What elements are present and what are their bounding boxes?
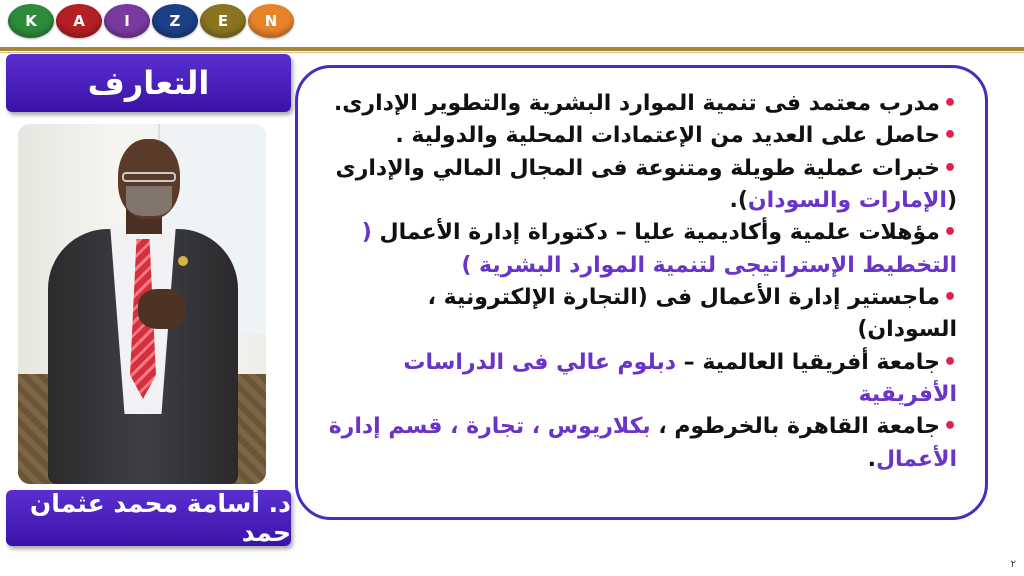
speaker-name: د. أسامة محمد عثمان حمد: [29, 489, 291, 547]
bullet-icon: •: [942, 414, 957, 440]
kaizen-logo: [8, 4, 294, 42]
bullet-icon: •: [942, 220, 957, 246]
speaker-name-box: [6, 490, 291, 546]
bullet-icon: •: [942, 91, 957, 116]
bio-item-text: جامعة أفريقيا العالمية –: [683, 349, 940, 375]
bullet-icon: •: [942, 349, 957, 375]
logo-letter-z: Z: [152, 4, 198, 38]
bio-panel: [295, 65, 988, 520]
photo-glasses: [122, 172, 176, 182]
photo-beard: [126, 186, 172, 216]
logo-letter-k: K: [8, 4, 54, 38]
bio-item-text: مدرب معتمد فى تنمية الموارد البشرية والتطوير الإدارى.: [333, 91, 940, 116]
bio-item-accent: ( التخطيط الإستراتيجى لتنمية الموارد البشرية ): [361, 220, 957, 278]
bio-item: [326, 153, 957, 218]
bio-item-text: خبرات عملية طويلة ومتنوعة فى المجال المالي والإدارى: [335, 155, 940, 181]
bio-item-suffix: .: [867, 446, 876, 472]
logo-letter-e: E: [200, 4, 246, 38]
bio-item: [326, 88, 957, 120]
header-divider-thin: [0, 52, 1024, 53]
page-number: ٢: [1010, 559, 1016, 570]
photo-hand: [138, 289, 186, 329]
bio-item-paren: (: [946, 187, 957, 213]
photo-lapel-pin: [178, 256, 188, 266]
bio-item: [326, 347, 957, 412]
bio-item-text: جامعة القاهرة بالخرطوم ،: [658, 414, 940, 440]
bullet-icon: •: [942, 284, 957, 310]
header-divider: [0, 47, 1024, 51]
bio-item-suffix: ).: [729, 187, 748, 213]
bio-item-accent: بكلاريوس ، تجارة ، قسم إدارة الأعمال: [328, 414, 957, 472]
bullet-icon: •: [942, 155, 957, 181]
bio-item-accent: الإمارات والسودان: [747, 187, 947, 213]
slide-title: التعارف: [87, 64, 210, 102]
bio-item: [326, 217, 957, 282]
bio-item: [326, 282, 957, 347]
logo-letter-i: I: [104, 4, 150, 38]
bio-list: [326, 88, 957, 476]
logo-letter-a: A: [56, 4, 102, 38]
bio-item: [326, 120, 957, 152]
bio-item: [326, 411, 957, 476]
bullet-icon: •: [942, 123, 957, 149]
bio-item-accent: دبلوم عالي فى الدراسات الأفريقية: [403, 349, 957, 407]
speaker-photo: [18, 124, 266, 484]
bio-item-text: حاصل على العديد من الإعتمادات المحلية والدولية .: [395, 123, 940, 149]
slide-title-box: [6, 54, 291, 112]
bio-item-text: مؤهلات علمية وأكاديمية عليا – دكتوراة إدارة الأعمال: [379, 220, 940, 246]
logo-letter-n: N: [248, 4, 294, 38]
bio-item-text: ماجستير إدارة الأعمال فى (التجارة الإلكترونية ، السودان): [427, 284, 957, 343]
